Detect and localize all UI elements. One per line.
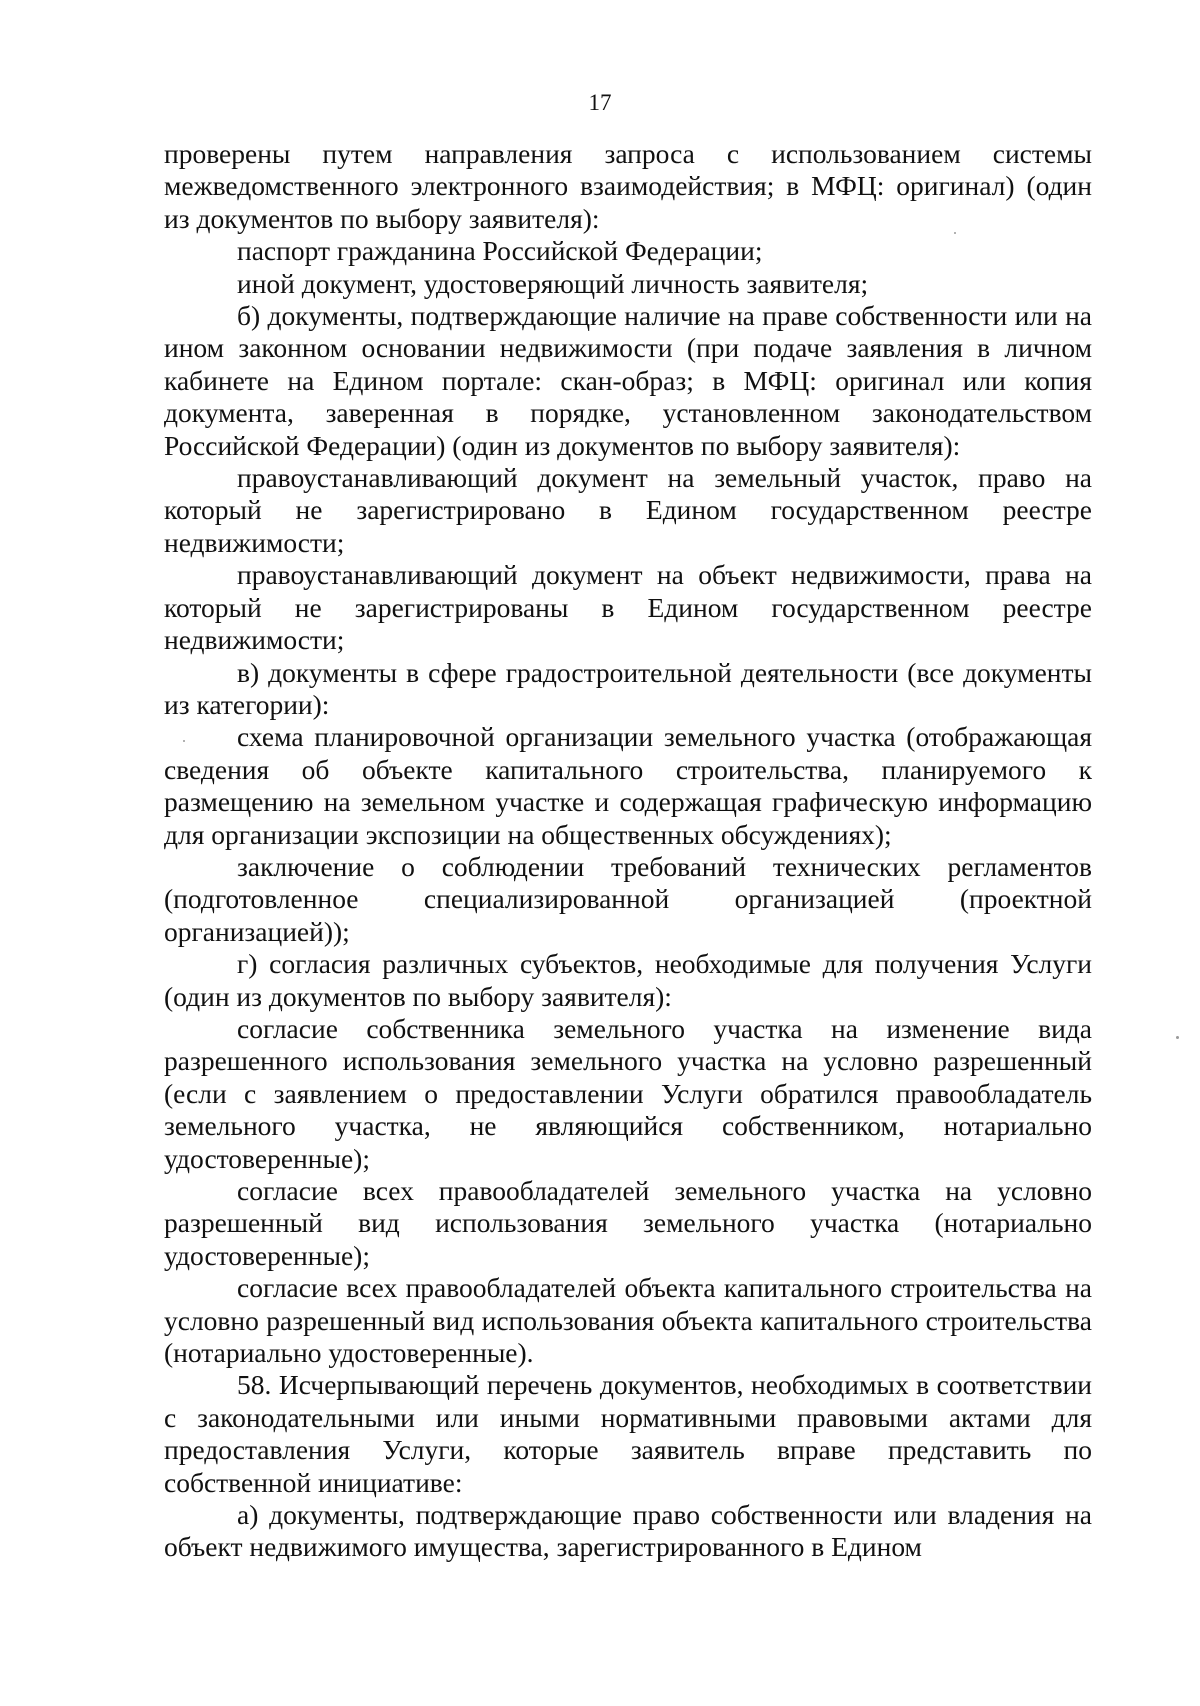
paragraph: иной документ, удостоверяющий личность заявителя; [237, 267, 869, 299]
paragraph: согласие всех правообладателей объекта капитального строительства на условно разрешенный вид использования объекта капитального строительства (нотариально удостоверенные). [164, 1272, 1092, 1369]
scan-speck [954, 232, 956, 234]
paragraph: а) документы, подтверждающие право собственности или владения на объект недвижимого имущества, зарегистрированного в Едином [164, 1499, 1092, 1563]
paragraph: правоустанавливающий документ на земельный участок, право на который не зарегистрировано в Едином государственном реестре недвижимости; [164, 462, 1092, 558]
scan-speck [183, 740, 185, 742]
paragraph: в) документы в сфере градостроительной деятельности (все документы из категории): [164, 656, 1092, 720]
paragraph: г) согласия различных субъектов, необходимые для получения Услуги (один из документов по выбору заявителя): [164, 948, 1092, 1012]
scan-speck [1176, 1036, 1179, 1039]
paragraph: согласие собственника земельного участка на изменение вида разрешенного использования земельного участка на условно разрешенный (если с заявлением о предоставлении Услуги обратился правообладатель земельного участка, не являющийся собственником, нотариально удостоверенные); [164, 1012, 1092, 1174]
paragraph: согласие всех правообладателей земельного участка на условно разрешенный вид использования земельного участка (нотариально удостоверенные); [164, 1175, 1092, 1271]
paragraph: схема планировочной организации земельного участка (отображающая сведения об объекте капитального строительства, планируемого к размещению на земельном участке и содержащая графическую информацию для организации экспозиции на общественных обсуждениях); [164, 721, 1092, 850]
document-body [164, 138, 1092, 1564]
paragraph: 58. Исчерпывающий перечень документов, необходимых в соответствии с законодательными или иными нормативными правовыми актами для предоставления Услуги, которые заявитель вправе представить по собственной инициативе: [164, 1369, 1092, 1498]
paragraph: проверены путем направления запроса с использованием системы межведомственного электронного взаимодействия; в МФЦ: оригинал) (один из документов по выбору заявителя): [164, 138, 1092, 234]
paragraph: заключение о соблюдении требований технических регламентов (подготовленное специализированной организацией (проектной организацией)); [164, 850, 1092, 947]
paragraph: правоустанавливающий документ на объект недвижимости, права на который не зарегистрированы в Едином государственном реестре недвижимости; [164, 559, 1092, 656]
paragraph: паспорт гражданина Российской Федерации; [237, 235, 763, 267]
page-number: 17 [588, 90, 612, 115]
paragraph: б) документы, подтверждающие наличие на праве собственности или на ином законном основании недвижимости (при подаче заявления в личном кабинете на Едином портале: скан-образ; в МФЦ: оригинал или копия документа, заверенная в порядке, установленном законодательством Российской Федерации) (один из документов по выбору заявителя): [164, 300, 1092, 461]
